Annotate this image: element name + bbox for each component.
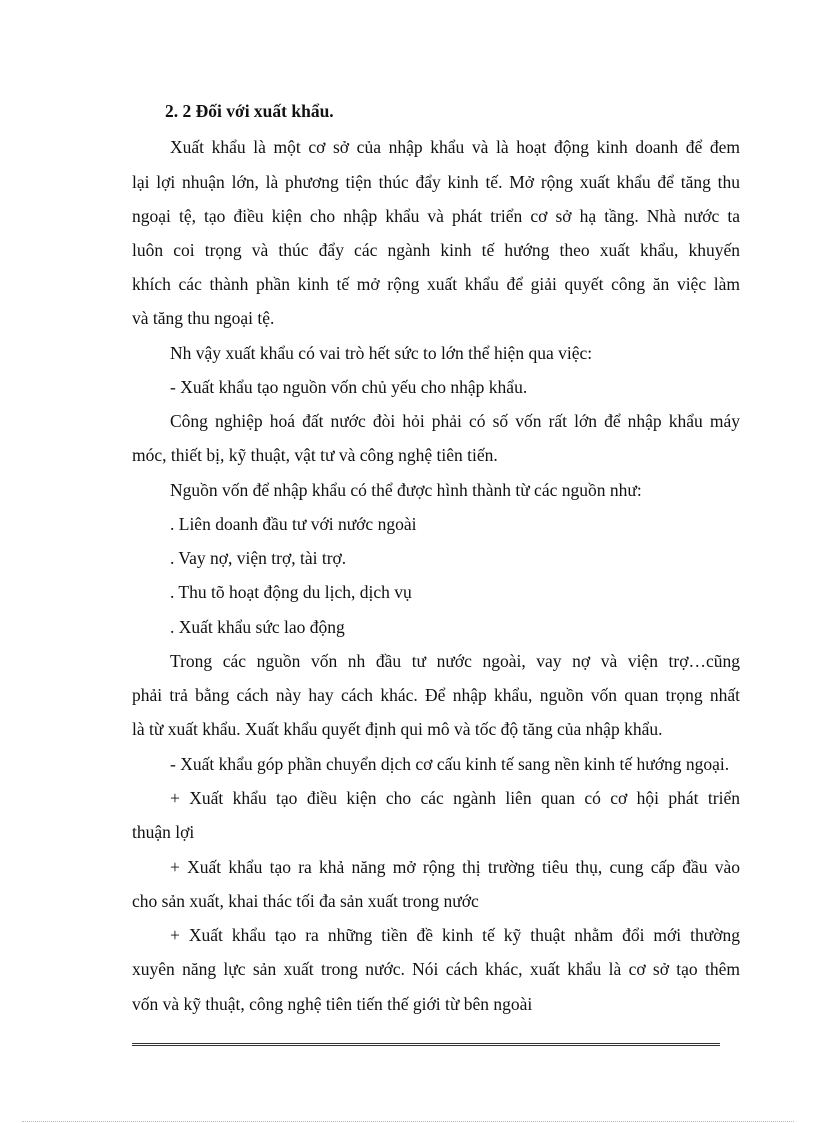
body-line: là từ xuất khẩu. Xuất khẩu quyết định qui mô và tốc độ tăng của nhập khẩu.: [132, 719, 663, 739]
body-line: Trong các nguồn vốn nh đầu tư nước ngoài, vay nợ và viện trợ…cũng: [170, 651, 740, 671]
list-item: . Liên doanh đầu tư với nước ngoài: [170, 514, 417, 534]
body-line: thuận lợi: [132, 822, 195, 842]
body-line: Xuất khẩu là một cơ sở của nhập khẩu và là hoạt động kinh doanh để đem: [170, 137, 740, 157]
body-line: xuyên năng lực sản xuất trong nước. Nói cách khác, xuất khẩu là cơ sở tạo thêm: [132, 959, 740, 979]
body-line: ngoại tệ, tạo điều kiện cho nhập khẩu và phát triển cơ sở hạ tầng. Nhà nước ta: [132, 206, 740, 226]
body-line: vốn và kỹ thuật, công nghệ tiên tiến thế giới từ bên ngoài: [132, 994, 533, 1014]
body-line: Nh vậy xuất khẩu có vai trò hết sức to lớn thể hiện qua việc:: [170, 343, 593, 363]
body-line: Nguồn vốn để nhập khẩu có thể được hình thành từ các nguồn như:: [170, 480, 642, 500]
body-line: + Xuất khẩu tạo ra những tiền đề kinh tế kỹ thuật nhằm đổi mới thường: [170, 925, 740, 945]
body-line: + Xuất khẩu tạo điều kiện cho các ngành liên quan có cơ hội phát triển: [170, 788, 740, 808]
section-heading: 2. 2 Đối với xuất khẩu.: [165, 101, 334, 121]
body-line: lại lợi nhuận lớn, là phương tiện thúc đẩy kinh tế. Mở rộng xuất khẩu để tăng thu: [132, 172, 740, 192]
body-line: luôn coi trọng và thúc đẩy các ngành kinh tế hướng theo xuất khẩu, khuyến: [132, 240, 740, 260]
footer-divider: [132, 1043, 720, 1046]
list-item: . Vay nợ, viện trợ, tài trợ.: [170, 548, 347, 568]
page-edge-divider: [22, 1121, 794, 1122]
list-item: . Xuất khẩu sức lao động: [170, 617, 345, 637]
bullet-line: - Xuất khẩu tạo nguồn vốn chủ yếu cho nhập khẩu.: [170, 377, 528, 397]
body-line: Công nghiệp hoá đất nước đòi hỏi phải có số vốn rất lớn để nhập khẩu máy: [170, 411, 740, 431]
list-item: . Thu tõ hoạt động du lịch, dịch vụ: [170, 582, 412, 602]
body-line: móc, thiết bị, kỹ thuật, vật tư và công nghệ tiên tiến.: [132, 445, 498, 465]
body-line: + Xuất khẩu tạo ra khả năng mở rộng thị trường tiêu thụ, cung cấp đầu vào: [170, 857, 740, 877]
body-line: cho sản xuất, khai thác tối đa sản xuất trong nước: [132, 891, 479, 911]
body-line: khích các thành phần kinh tế mở rộng xuất khẩu để giải quyết công ăn việc làm: [132, 274, 740, 294]
body-line: phải trả bằng cách này hay cách khác. Để nhập khẩu, nguồn vốn quan trọng nhất: [132, 685, 740, 705]
bullet-line: - Xuất khẩu góp phần chuyển dịch cơ cấu kinh tế sang nền kinh tế hướng ngoại.: [170, 754, 730, 774]
body-line: và tăng thu ngoại tệ.: [132, 308, 275, 328]
